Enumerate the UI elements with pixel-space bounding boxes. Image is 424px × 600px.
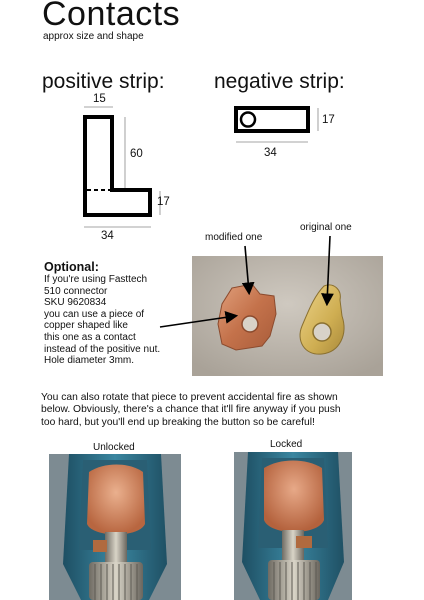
optional-line: Hole diameter 3mm. [44,355,135,367]
rotate-note-line: You can also rotate that piece to prevent accidental fire as shown [41,392,338,403]
unlocked-photo [49,454,181,600]
positive-strip-shape [85,117,150,215]
optional-line: you can use a piece of [44,308,145,320]
negative-strip-heading: negative strip: [214,70,345,93]
positive-dim-side: 60 [130,148,143,160]
locked-photo-art [234,452,352,600]
unlocked-copper-contact [87,465,145,535]
positive-dim-top: 15 [93,93,106,105]
optional-line: If you're using Fasttech [44,274,148,285]
negative-strip-hole [241,113,255,127]
rotate-note-line: too hard, but you'll end up breaking the button so be careful! [41,416,315,428]
rotate-note [41,392,381,429]
contacts-photo-art [192,256,383,376]
negative-dim-bottom: 34 [264,147,277,159]
optional-text [44,274,194,367]
optional-line: instead of the positive nut. [44,343,161,355]
optional-heading: Optional: [44,260,99,274]
contacts-photo [192,256,383,376]
unlocked-photo-art [49,454,181,600]
optional-line: this one as a contact [44,331,136,343]
optional-line: 510 connector [44,285,108,297]
negative-dim-side: 17 [322,114,335,126]
positive-strip-heading: positive strip: [42,70,165,93]
optional-line: copper shaped like [44,320,128,332]
positive-dim-bottom: 34 [101,230,114,242]
page-subtitle: approx size and shape [43,31,144,42]
locked-copper-contact [264,461,324,533]
locked-label: Locked [270,439,303,450]
locked-photo [234,452,352,600]
modified-label: modified one [205,232,263,243]
negative-strip-shape [236,108,308,131]
original-label: original one [300,222,352,233]
page-title: Contacts [42,0,181,33]
positive-dim-foot: 17 [157,196,170,208]
rotate-note-line: below. Obviously, there's a chance that it'll fire anyway if you push [41,404,341,416]
unlocked-label: Unlocked [93,442,135,453]
optional-line: SKU 9620834 [44,297,107,309]
